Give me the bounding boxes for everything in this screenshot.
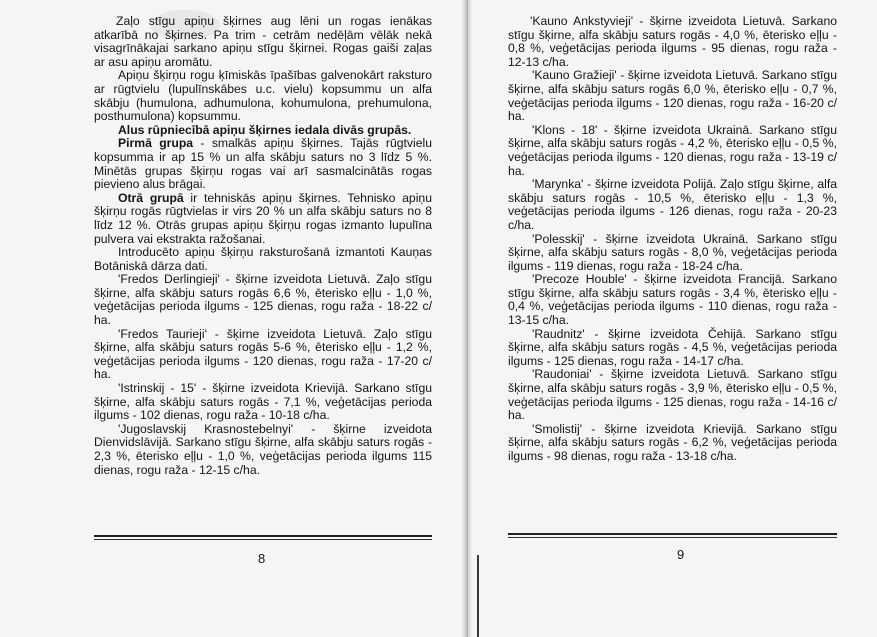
paragraph (508, 15, 837, 69)
body-text: 'Raudoniai' - šķirne izveidota Lietuvā. Sarkano stīgu šķirne, alfa skābju saturs rogās - 3,9 %, ēterisko eļļu - 0,5 %, veģetācijas perioda ilgums - 125 dienas, rogu raža - 14-16 c/ ha. (508, 367, 837, 423)
body-text: 'Klons - 18' - šķirne izveidota Ukrainā. Sarkano stīgu šķirne, alfa skābju saturs rogās - 4,2 %, ēterisko eļļu - 0,5 %, veģetācijas perioda ilgums - 120 dienas, rogu raža - 13-19 c/ ha. (508, 122, 837, 178)
paragraph (94, 423, 432, 477)
paragraph (508, 328, 837, 369)
body-text: 'Fredos Taurieji' - šķirne izveidota Lietuvā. Zaļo stīgu šķirne, alfa skābju saturs rogās 5-6 %, ēterisko eļļu - 1,2 %, veģetācijas perioda ilgums - 120 dienas, rogu raža - 17-20 c/ ha. (94, 326, 432, 382)
body-text: Apiņu šķirņu rogu ķīmiskās īpašības galvenokārt raksturo ar rūgtvielu (lupulīnskābes u.c. vielu) kopsummu un alfa skābju (humulona, adhumulona, kohumulona, prehumulona, posthumulona) kopsummu. (94, 68, 432, 124)
body-text: 'Kauno Gražieji' - šķirne izveidota Lietuvā. Sarkano stīgu šķirne, alfa skābju saturs rogās 6,0 %, ēterisko eļļu - 0,7 %, veģetācijas perioda ilgums - 120 dienas, rogu raža - 16-20 c/ ha. (508, 68, 837, 124)
paragraph (94, 192, 432, 246)
paragraph (94, 246, 432, 273)
body-text: - smalkās apiņu šķirnes. Tajās rūgtvielu kopsumma ir ap 15 % un alfa skābju saturs no 3 līdz 5 %. Minētās grupas šķirņu rogas vai arī sasmalcinātās rogas pievieno alus brāgai. (94, 136, 432, 192)
paragraph (94, 273, 432, 327)
bold-text: Otrā grupā (118, 190, 184, 205)
paragraph (94, 15, 432, 69)
footer-rule (94, 535, 432, 537)
body-text: 'Polesskij' - šķirne izveidota Ukrainā. Sarkano stīgu šķirne, alfa skābju saturs rogās - 8,0 %, veģetācijas perioda ilgums - 119 dienas, rogu raža - 18-24 c/ha. (508, 231, 837, 273)
paragraph (94, 382, 432, 423)
bold-text: Pirmā grupa (118, 136, 194, 151)
left-page-text (94, 15, 432, 477)
paragraph (94, 328, 432, 382)
body-text: Zaļo stīgu apiņu šķirnes aug lēni un rogas ienākas atkarībā no šķirnes. Pa trim - cetrām nedēļām vēlāk nekā visagrīnākajai sarkano apiņu stīgu šķirnei. Rogas gaiši zaļas ar asu apiņu aromātu. (94, 14, 432, 69)
paragraph (94, 69, 432, 123)
paragraph (508, 178, 837, 232)
right-page (466, 0, 877, 637)
body-text: 'Fredos Derlingieji' - šķirne izveidota Lietuvā. Zaļo stīgu šķirne, alfa skābju saturs rogās 6,6 %, ēterisko eļļu - 1,0 %, veģetācijas perioda ilgums - 125 dienas, rogu raža - 18-22 c/ ha. (94, 272, 432, 328)
body-text: 'Precoze Houble' - šķirne izveidota Francijā. Sarkano stīgu šķirne, alfa skābju saturs rogās - 3,4 %, ēterisko eļļu - 0,4 %, veģetācijas perioda ilgums - 110 dienas, rogu raža - 13-15 c/ha. (508, 272, 837, 328)
paragraph (508, 368, 837, 422)
body-text: Introducēto apiņu šķirņu raksturošanā izmantoti Kauņas Botāniskā dārza dati. (94, 245, 432, 273)
body-text: 'Marynka' - šķirne izveidota Polijā. Zaļo stīgu šķirne, alfa skābju saturs rogās - 10,5 %, ēterisko eļļu - 1,3 %, veģetācijas perioda ilgums - 126 dienas, rogu raža - 20-23 c/ha. (508, 177, 837, 232)
paragraph (508, 423, 837, 464)
paragraph (94, 124, 432, 138)
body-text: 'Kauno Ankstyvieji' - šķirne izveidota Lietuvā. Sarkano stīgu šķirne, alfa skābju saturs rogās - 4,0 %, ēterisko eļļu - 0,8 %, veģetācijas perioda ilgums - 95 dienas, rogu raža - 12-13 c/ha. (508, 14, 837, 69)
body-text: 'Raudnitz' - šķirne izveidota Čehijā. Sarkano stīgu šķirne, alfa skābju saturs rogās - 4,5 %, veģetācijas perioda ilgums - 125 dienas, rogu raža - 14-17 c/ha. (508, 326, 837, 368)
body-text: 'Smolistij' - šķirne izveidota Krievijā. Sarkano stīgu šķirne, alfa skābju saturs rogās - 6,2 %, veģetācijas perioda ilgums - 98 dienas, rogu raža - 13-18 c/ha. (508, 421, 837, 463)
page-number: 9 (677, 547, 685, 562)
paragraph (508, 124, 837, 178)
paragraph (508, 233, 837, 274)
body-text: 'Istrinskij - 15' - šķirne izveidota Krievijā. Sarkano stīgu šķirne, alfa skābju saturs rogās - 7,1 %, veģetācijas perioda ilgums - 102 dienas, rogu raža - 10-18 c/ha. (94, 381, 432, 423)
paragraph (94, 137, 432, 191)
paragraph (508, 273, 837, 327)
right-page-text (508, 15, 837, 464)
footer-rule (508, 533, 837, 535)
footer-rule-thin (94, 539, 432, 540)
paragraph (508, 69, 837, 123)
bold-text: Alus rūpniecībā apiņu šķirnes iedala divās grupās. (118, 122, 412, 137)
body-text: ir tehniskās apiņu šķirnes. Tehnisko apiņu šķirņu rogās rūgtvielas ir virs 20 % un alfa skābju saturs no 8 līdz 12 %. Otrās grupas apiņu šķirņu rogas izmanto lupulīna pulvera vai ekstrakta ražošanai. (94, 190, 432, 246)
footer-rule-thin (508, 537, 837, 538)
body-text: 'Jugoslavskij Krasnostebelnyi' - šķirne izveidota Dienvidslāvijā. Sarkano stīgu šķirne, alfa skābju saturs rogās - 2,3 %, ēterisko eļļu - 1,0 %, veģetācijas perioda ilgums 115 dienas, rogu raža - 12-15 c/ha. (94, 421, 432, 477)
page-number: 8 (258, 551, 266, 566)
